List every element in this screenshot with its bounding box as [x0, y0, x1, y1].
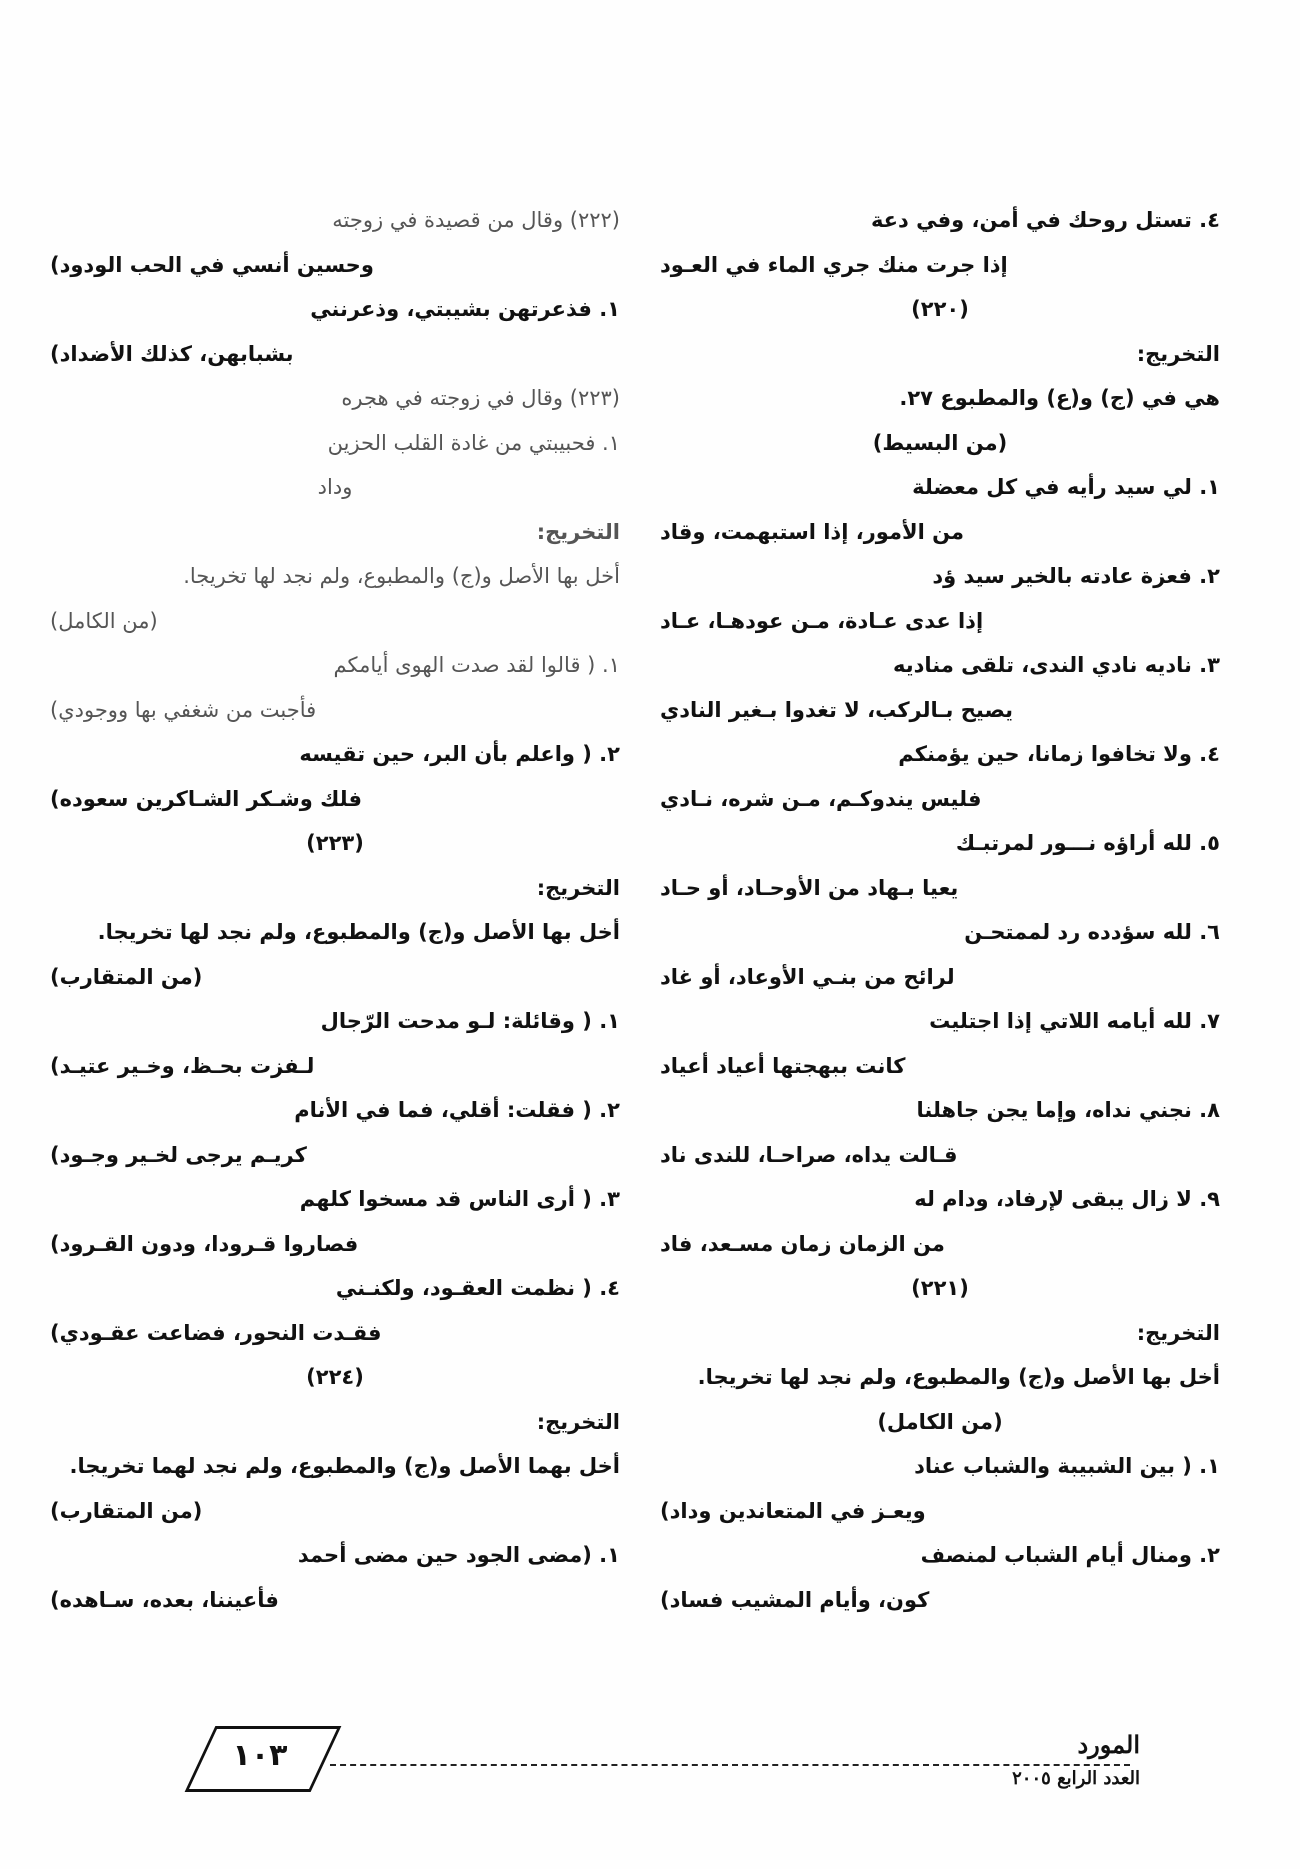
verse-line: ٨. نجني نداه، وإما يجن جاهلنا	[916, 1098, 1220, 1122]
verse-line: ٢. ومنال أيام الشباب لمنصف	[920, 1543, 1220, 1567]
verse-line: (٢٢٢) وقال من قصيدة في زوجته	[332, 208, 620, 232]
text-line: أخل بها الأصل و(ج) والمطبوع، ولم نجد لها تخريجا.	[183, 564, 620, 588]
text-line: هي في (ج) و(ع) والمطبوع ٢٧.	[899, 386, 1220, 410]
right-column	[660, 198, 1220, 1622]
verse-line: إذا جرت منك جري الماء في العـود	[660, 252, 1008, 277]
verse-line: من الأمور، إذا استبهمت، وقاد	[660, 519, 964, 544]
page-number: ١٠٣	[232, 1738, 288, 1773]
verse-line: ٥. لله أراؤه نـــور لمرتبـك	[955, 831, 1220, 855]
verse-line: يعيا بـهاد من الأوحـاد، أو حـاد	[660, 875, 959, 900]
verse-line: إذا عدى عـادة، مـن عودهـا، عـاد	[660, 608, 984, 633]
left-column	[50, 198, 620, 1622]
meter-label: (من الكامل)	[50, 608, 158, 633]
verse-line: يصيح بـالركب، لا تغدوا بـغير النادي	[660, 697, 1014, 722]
verse-line: ١. (مضى الجود حين مضى أحمد	[297, 1543, 620, 1567]
page-footer	[180, 1700, 1140, 1820]
verse-line: ١. ( بين الشبيبة والشباب عناد	[914, 1454, 1220, 1478]
section-heading: التخريج:	[536, 875, 620, 900]
verse-line: ٤. ( نظمت العقـود، ولكنـني	[335, 1276, 620, 1300]
verse-line: ويعـز في المتعاندين وداد)	[660, 1498, 926, 1523]
verse-line: ٤. تستل روحك في أمن، وفي دعة	[870, 208, 1220, 232]
verse-line: ١. ( وقائلة: لـو مدحت الرّجال	[320, 1009, 620, 1033]
verse-line: ١. لي سيد رأيه في كل معضلة	[912, 475, 1220, 499]
verse-line: لرائح من بنـي الأوعاد، أو غاد	[660, 964, 955, 989]
verse-line: من الزمان زمان مسـعد، فاد	[660, 1231, 945, 1256]
verse-line: فلك وشـكر الشـاكرين سعوده)	[50, 786, 362, 811]
verse-line: ٣. ناديه نادي الندى، تلقى مناديه	[892, 653, 1220, 677]
verse-line: ٧. لله أيامه اللاتي إذا اجتليت	[929, 1009, 1220, 1033]
verse-line: وحسين أنسي في الحب الودود)	[50, 252, 374, 277]
verse-line: ٩. لا زال يبقى لإرفاد، ودام له	[914, 1187, 1220, 1211]
verse-line: ٢. ( واعلم بأن البر، حين تقيسه	[299, 742, 620, 766]
verse-line: بشبابهن، كذلك الأضداد)	[50, 341, 294, 366]
verse-line: ١. فذعرتهن بشيبتي، وذعرنني	[310, 297, 620, 321]
verse-line: ٦. لله سؤدده رد لممتحـن	[964, 920, 1220, 944]
entry-number: (٢٢٣)	[306, 831, 364, 855]
section-heading: التخريج:	[536, 1409, 620, 1434]
journal-name: المورد	[1077, 1730, 1140, 1759]
entry-number: (٢٢١)	[911, 1276, 969, 1300]
verse-line: قـالت يداه، صراحـا، للندى ناد	[660, 1142, 958, 1167]
meter-label: (من البسيط)	[872, 430, 1008, 455]
verse-line: فصاروا قـرودا، ودون القـرود)	[50, 1231, 359, 1256]
footer-divider	[330, 1764, 1130, 1766]
verse-line: فأجبت من شغفي بها ووجودي)	[50, 697, 317, 722]
section-heading: التخريج:	[1136, 1320, 1220, 1345]
entry-number: (٢٢٠)	[911, 297, 969, 321]
meter-label: (من الكامل)	[877, 1409, 1003, 1434]
verse-line: ٢. ( فقلت: أقلي، فما في الأنام	[294, 1098, 620, 1122]
meter-label: (من المتقارب)	[50, 1498, 203, 1523]
verse-line: كانت ببهجتها أعياد أعياد	[660, 1053, 906, 1078]
section-heading: التخريج:	[536, 519, 620, 544]
section-heading: التخريج:	[1136, 341, 1220, 366]
text-line: أخل بها الأصل و(ج) والمطبوع، ولم نجد لها تخريجا.	[97, 920, 620, 944]
verse-line: ١. ( قالوا لقد صدت الهوى أيامكم	[333, 653, 620, 677]
verse-line: ٤. ولا تخافوا زمانا، حين يؤمنكم	[898, 742, 1220, 766]
verse-line: ٢. فعزة عادته بالخير سيد ؤد	[932, 564, 1220, 588]
meter-label: (من المتقارب)	[50, 964, 203, 989]
journal-issue: العدد الرابع ٢٠٠٥	[1012, 1768, 1140, 1789]
verse-line: (٢٢٣) وقال في زوجته في هجره	[341, 386, 620, 410]
verse-line: ١. فحبيبتي من غادة القلب الحزين	[327, 430, 620, 455]
verse-line: وداد	[317, 475, 353, 499]
verse-line: فأعيننا، بعده، سـاهده)	[50, 1587, 279, 1612]
verse-line: ٣. ( أرى الناس قد مسخوا كلهم	[299, 1187, 620, 1211]
entry-number: (٢٢٤)	[306, 1365, 364, 1389]
verse-line: فليس يندوكـم، مـن شره، نـادي	[660, 786, 982, 811]
text-line: أخل بها الأصل و(ج) والمطبوع، ولم نجد لها تخريجا.	[697, 1365, 1220, 1389]
verse-line: كريـم يرجى لخـير وجـود)	[50, 1142, 307, 1167]
text-line: أخل بهما الأصل و(ج) والمطبوع، ولم نجد لهما تخريجا.	[69, 1454, 620, 1478]
verse-line: فقـدت النحور، فضاعت عقـودي)	[50, 1320, 382, 1345]
verse-line: كون، وأيام المشيب فساد)	[660, 1587, 930, 1612]
verse-line: لـفزت بحـظ، وخـير عتيـد)	[50, 1053, 315, 1078]
